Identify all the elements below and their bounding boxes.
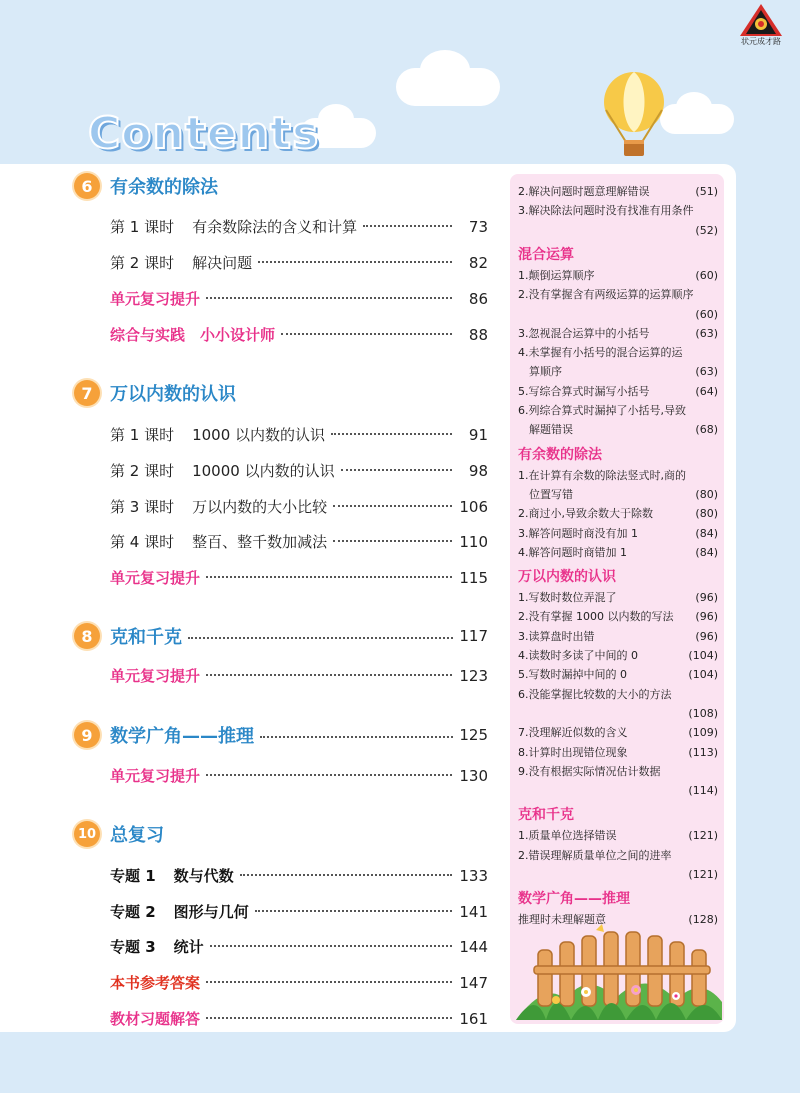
sidebar-item-text: 3.读算盘时出错 <box>518 629 595 643</box>
sidebar-item[interactable] <box>518 420 718 439</box>
toc-label: 单元复习提升 <box>110 569 201 587</box>
garden-fence-illustration <box>516 920 722 1020</box>
sidebar-item-text: 1.在计算有余数的除法竖式时,商的 <box>518 468 686 482</box>
lesson-number: 专题 3 <box>110 938 156 956</box>
lesson-number: 第 1 课时 <box>110 426 175 444</box>
toc-row[interactable] <box>110 216 488 238</box>
leader-dots <box>260 736 453 738</box>
sidebar-item[interactable] <box>518 846 718 865</box>
unit-number-badge: 7 <box>74 380 100 406</box>
leader-dots <box>206 981 452 983</box>
sidebar-item-page: (114) <box>688 784 718 798</box>
lesson-number: 第 4 课时 <box>110 533 175 551</box>
leader-dots <box>333 505 452 507</box>
sidebar-section-title[interactable]: 克和千克 <box>518 807 574 824</box>
leader-dots <box>210 945 452 947</box>
toc-label: 本书参考答案 <box>110 974 201 992</box>
sidebar-item-page: (96) <box>695 591 718 605</box>
sidebar-item[interactable] <box>518 266 718 285</box>
unit-heading[interactable] <box>74 173 218 199</box>
sidebar-item[interactable] <box>518 627 718 646</box>
leader-dots <box>258 261 452 263</box>
leader-dots <box>240 874 452 876</box>
sidebar-item-page: (121) <box>688 868 718 881</box>
sidebar-item[interactable] <box>518 485 718 504</box>
toc-label: 有余数除法的含义和计算 <box>192 218 358 236</box>
unit-number-badge: 6 <box>74 173 100 199</box>
sidebar-item-text: 3.忽视混合运算中的小括号 <box>518 326 650 340</box>
sidebar-item[interactable] <box>518 305 718 324</box>
sidebar-item-page: (96) <box>695 629 718 643</box>
sidebar-item-text: 2.错误理解质量单位之间的进率 <box>518 848 672 862</box>
sidebar-item[interactable] <box>518 865 718 884</box>
unit-title: 数学广角——推理 <box>110 726 254 747</box>
toc-label: 万以内数的大小比较 <box>192 498 328 516</box>
sidebar-item-page: (60) <box>695 268 718 282</box>
cloud-decoration <box>420 50 470 90</box>
sidebar-item-page: (60) <box>695 307 718 321</box>
sidebar-item-text: 7.没理解近似数的含义 <box>518 726 628 740</box>
lesson-number: 第 2 课时 <box>110 254 175 272</box>
sidebar-item-text: 4.读数时多读了中间的 0 <box>518 649 638 662</box>
sidebar-item-page: (113) <box>688 745 718 759</box>
sidebar-item-text: 6.列综合算式时漏掉了小括号,导致 <box>518 404 686 417</box>
toc-label: 单元复习提升 <box>110 290 201 308</box>
unit-heading[interactable] <box>74 821 164 847</box>
page-number: 123 <box>459 667 488 685</box>
sidebar-item[interactable] <box>518 343 718 362</box>
cloud-decoration <box>676 92 712 122</box>
page-number: 125 <box>459 726 488 744</box>
leader-dots <box>188 637 453 639</box>
sidebar-item-text: 1.质量单位选择错误 <box>518 829 617 843</box>
sidebar-item[interactable] <box>518 826 718 845</box>
page-number: 106 <box>459 498 488 516</box>
unit-title: 总复习 <box>110 825 164 846</box>
leader-dots <box>281 333 452 335</box>
toc-row[interactable] <box>110 901 488 923</box>
sidebar-item-text: 1.写数时数位弄混了 <box>518 591 617 605</box>
toc-label: 1000 以内数的认识 <box>192 426 326 444</box>
hot-air-balloon-icon <box>598 70 670 165</box>
sidebar-item[interactable] <box>518 466 718 485</box>
sidebar-item[interactable] <box>518 607 718 626</box>
sidebar-item-text: 3.解决除法问题时没有找准有用条件 <box>518 204 694 218</box>
leader-dots <box>333 540 452 542</box>
page-number: 73 <box>468 218 488 236</box>
sidebar-item-page: (84) <box>695 545 718 559</box>
page-title: Contents <box>88 108 320 159</box>
sidebar-item-text: 3.解答问题时商没有加 1 <box>518 526 638 540</box>
page-number: 130 <box>459 767 488 785</box>
unit-title: 有余数的除法 <box>110 177 218 198</box>
sidebar-item-page: (109) <box>688 726 718 740</box>
sidebar-item-text: 5.写综合算式时漏写小括号 <box>518 384 650 398</box>
page-number: 133 <box>459 867 488 885</box>
sidebar-item-page: (128) <box>688 913 718 927</box>
toc-label: 统计 <box>173 938 204 956</box>
page-number: 117 <box>459 627 488 645</box>
logo-text: 状元成才路 <box>741 37 781 46</box>
toc-label: 教材习题解答 <box>110 1010 201 1028</box>
toc-row[interactable] <box>110 765 488 787</box>
sidebar-item[interactable] <box>518 401 718 420</box>
toc-label: 10000 以内数的认识 <box>192 462 335 480</box>
sidebar-item[interactable] <box>518 704 718 723</box>
sidebar-item[interactable] <box>518 201 718 220</box>
leader-dots <box>255 910 452 912</box>
unit-title: 万以内数的认识 <box>110 384 236 405</box>
sidebar-item-text: 2.没有掌握 1000 以内数的写法 <box>518 610 674 624</box>
unit-number-badge: 9 <box>74 722 100 748</box>
sidebar-item[interactable] <box>518 182 718 201</box>
sidebar-item-text: 解题错误 <box>518 423 573 437</box>
leader-dots <box>363 225 452 227</box>
toc-row[interactable] <box>110 288 488 310</box>
page-number: 91 <box>468 426 488 444</box>
toc-label: 解决问题 <box>192 254 253 272</box>
sidebar-item-page: (63) <box>695 365 718 379</box>
page-number: 82 <box>468 254 488 272</box>
toc-row[interactable] <box>110 460 488 482</box>
sidebar-item-page: (96) <box>695 610 718 624</box>
toc-label: 单元复习提升 <box>110 667 201 685</box>
sidebar-item[interactable] <box>518 324 718 343</box>
sidebar-item-text: 8.计算时出现错位现象 <box>518 745 628 759</box>
toc-row[interactable] <box>110 496 488 518</box>
sidebar-item-text: 推理时未理解题意 <box>518 913 606 927</box>
sidebar-item-page: (108) <box>688 706 718 720</box>
unit-number-badge: 8 <box>74 623 100 649</box>
sidebar-item[interactable] <box>518 504 718 523</box>
sidebar-item[interactable] <box>518 685 718 704</box>
lesson-number: 专题 2 <box>110 903 156 921</box>
sidebar-item[interactable] <box>518 723 718 742</box>
lesson-number: 第 2 课时 <box>110 462 175 480</box>
toc-label: 数与代数 <box>173 867 234 885</box>
sidebar-item[interactable] <box>518 543 718 562</box>
sidebar-item-page: (52) <box>695 223 718 237</box>
page-number: 86 <box>468 290 488 308</box>
page-number: 110 <box>459 533 488 551</box>
sidebar-item[interactable] <box>518 646 718 665</box>
page-number: 115 <box>459 569 488 587</box>
toc-row[interactable] <box>110 665 488 687</box>
sidebar-item[interactable] <box>518 382 718 401</box>
leader-dots <box>341 469 452 471</box>
toc-row[interactable] <box>110 1008 488 1030</box>
sidebar-item-text: 9.没有根据实际情况估计数据 <box>518 764 661 778</box>
sidebar-item-page: (80) <box>695 487 718 501</box>
sidebar-item-text: 算顺序 <box>518 365 562 379</box>
sidebar-item-text: 6.没能掌握比较数的大小的方法 <box>518 687 672 701</box>
sidebar-item[interactable] <box>518 781 718 800</box>
toc-label: 图形与几何 <box>173 903 249 921</box>
sidebar-item-page: (84) <box>695 526 718 540</box>
sidebar-item[interactable] <box>518 524 718 543</box>
sidebar-item-text: 4.未掌握有小括号的混合运算的运 <box>518 346 683 360</box>
page-number: 98 <box>468 462 488 480</box>
unit-number-badge: 10 <box>74 821 100 847</box>
unit-heading[interactable] <box>74 380 236 406</box>
unit-heading[interactable] <box>74 622 488 650</box>
page-number: 144 <box>459 938 488 956</box>
lesson-number: 第 1 课时 <box>110 218 175 236</box>
toc-label: 综合与实践 小小设计师 <box>110 326 276 344</box>
leader-dots <box>331 433 452 435</box>
sidebar-item-page: (121) <box>688 829 718 843</box>
sidebar-section-title[interactable]: 万以内数的认识 <box>518 569 616 586</box>
sidebar-item[interactable] <box>518 665 718 684</box>
sidebar-item[interactable] <box>518 285 718 304</box>
leader-dots <box>206 297 452 299</box>
page-number: 88 <box>468 326 488 344</box>
sidebar-item-text: 2.商过小,导致余数大于除数 <box>518 507 653 521</box>
unit-title: 克和千克 <box>110 627 182 648</box>
sidebar-item-page: (51) <box>695 185 718 198</box>
toc-row[interactable] <box>110 252 488 274</box>
sidebar-item-text: 位置写错 <box>518 487 573 501</box>
sidebar-item-page: (63) <box>695 326 718 340</box>
sidebar-section-title[interactable]: 混合运算 <box>518 246 574 263</box>
page-number: 141 <box>459 903 488 921</box>
page-number: 161 <box>459 1010 488 1028</box>
toc-row[interactable] <box>110 324 488 346</box>
leader-dots <box>206 576 452 578</box>
toc-label: 整百、整千数加减法 <box>192 533 328 551</box>
page-number: 147 <box>459 974 488 992</box>
toc-row[interactable] <box>110 865 488 887</box>
sidebar-section-title[interactable]: 数学广角——推理 <box>518 891 630 908</box>
sidebar-item-text: 2.解决问题时题意理解错误 <box>518 185 650 198</box>
leader-dots <box>206 774 452 776</box>
cloud-decoration <box>318 104 354 134</box>
toc-row[interactable] <box>110 972 488 994</box>
sidebar-section-title[interactable]: 有余数的除法 <box>518 446 602 463</box>
sidebar-item-text: 2.没有掌握含有两级运算的运算顺序 <box>518 288 694 302</box>
sidebar-item-page: (80) <box>695 507 718 521</box>
sidebar-item-text: 1.颠倒运算顺序 <box>518 268 595 282</box>
leader-dots <box>206 1017 452 1019</box>
sidebar-item-text: 4.解答问题时商错加 1 <box>518 545 627 559</box>
sidebar-item[interactable] <box>518 362 718 381</box>
lesson-number: 第 3 课时 <box>110 498 175 516</box>
sidebar-item[interactable] <box>518 221 718 240</box>
unit-heading[interactable] <box>74 721 488 749</box>
toc-row[interactable] <box>110 424 488 446</box>
sidebar-item[interactable] <box>518 762 718 781</box>
sidebar-item-page: (104) <box>688 649 718 662</box>
error-index-sidebar <box>510 174 724 1024</box>
toc-row[interactable] <box>110 936 488 958</box>
toc-label: 单元复习提升 <box>110 767 201 785</box>
sidebar-item-page: (104) <box>688 668 718 682</box>
sidebar-item-page: (64) <box>695 384 718 398</box>
sidebar-item-text: 5.写数时漏掉中间的 0 <box>518 668 627 682</box>
toc-row[interactable] <box>110 567 488 589</box>
sidebar-item-page: (68) <box>695 423 718 437</box>
lesson-number: 专题 1 <box>110 867 156 885</box>
sidebar-item[interactable] <box>518 588 718 607</box>
leader-dots <box>206 674 452 676</box>
sidebar-item[interactable] <box>518 743 718 762</box>
toc-row[interactable] <box>110 531 488 553</box>
